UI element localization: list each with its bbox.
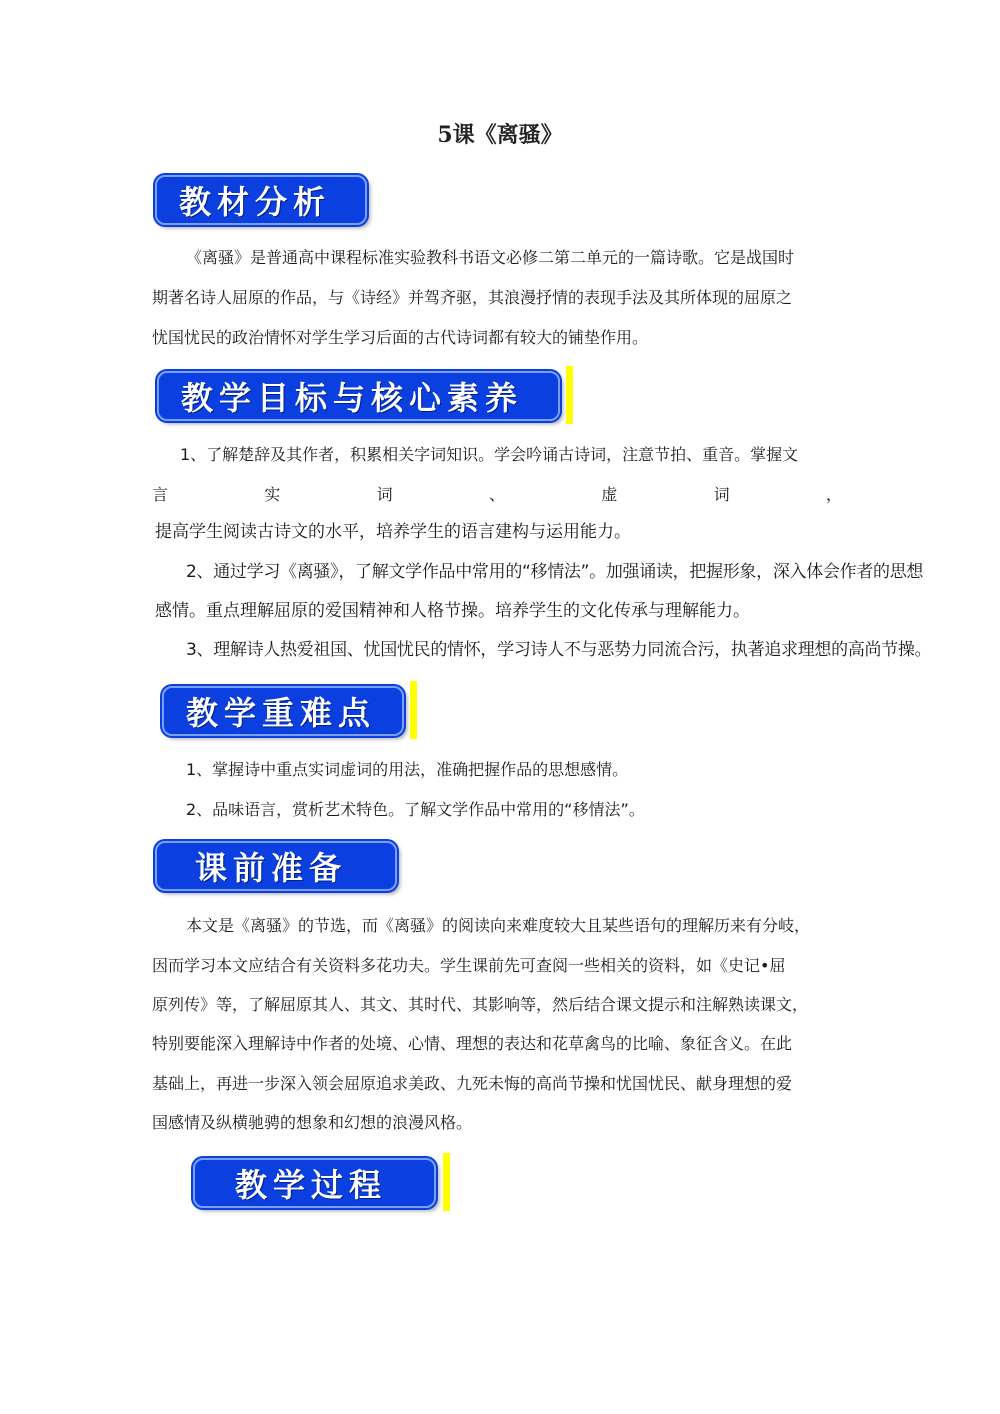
analysis-line-2: 期著名诗人屈原的作品，与《诗经》并驾齐驱，其浪漫抒情的表现手法及其所体现的屈原之 — [152, 288, 793, 307]
section-banner-preparation: 课前准备 — [155, 841, 397, 891]
goals-item1-line2 — [152, 475, 842, 514]
page-title: 5课《离骚》 — [437, 122, 563, 148]
keypoints-item2: 2、品味语言，赏析艺术特色。了解文学作品中常用的“移情法”。 — [186, 800, 645, 819]
preparation-line-2: 因而学习本文应结合有关资料多花功夫。学生课前先可查阅一些相关的资料，如《史记•屈 — [152, 956, 786, 975]
preparation-line-1: 本文是《离骚》的节选，而《离骚》的阅读向来难度较大且某些语句的理解历来有分岐， — [186, 916, 811, 935]
goals-item2-line2: 感情。重点理解屈原的爱国精神和人格节操。培养学生的文化传承与理解能力。 — [155, 601, 750, 621]
analysis-line-3: 忧国忧民的政治情怀对学生学习后面的古代诗词都有较大的铺垫作用。 — [152, 328, 649, 347]
spread-char: 虚 — [601, 485, 618, 504]
accent-bar-goals — [566, 366, 573, 424]
spread-char: 言 — [152, 485, 169, 504]
keypoints-item1: 1、掌握诗中重点实词虚词的用法，准确把握作品的思想感情。 — [186, 760, 629, 779]
preparation-line-5: 基础上，再进一步深入领会屈原追求美政、九死未悔的高尚节操和忧国忧民、献身理想的爱 — [152, 1074, 793, 1093]
preparation-line-3: 原列传》等，了解屈原其人、其文、其时代、其影响等，然后结合课文提示和注解熟读课文， — [152, 995, 809, 1014]
accent-bar-process — [443, 1153, 450, 1211]
spread-char: 、 — [488, 485, 505, 504]
analysis-line-1: 《离骚》是普通高中课程标准实验教科书语文必修二第二单元的一篇诗歌。它是战国时 — [186, 248, 795, 267]
accent-bar-keypoints — [410, 681, 417, 739]
goals-item1-line1: 1、了解楚辞及其作者，积累相关字词知识。学会吟诵古诗词，注意节拍、重音。掌握文 — [180, 445, 799, 464]
section-banner-process: 教学过程 — [193, 1158, 436, 1208]
spread-char: 词 — [376, 485, 393, 504]
section-banner-keypoints: 教学重难点 — [162, 686, 404, 736]
goals-item1-line3: 提高学生阅读古诗文的水平，培养学生的语言建构与运用能力。 — [155, 522, 631, 542]
spread-char: 词 — [713, 485, 730, 504]
preparation-line-4: 特别要能深入理解诗中作者的处境、心情、理想的表达和花草禽鸟的比喻、象征含义。在此 — [152, 1034, 793, 1053]
spread-char: 实 — [264, 485, 281, 504]
goals-item3: 3、理解诗人热爱祖国、忧国忧民的情怀，学习诗人不与恶势力同流合污，执著追求理想的高尚节操。 — [186, 640, 932, 660]
spread-char: ， — [825, 485, 842, 504]
section-banner-analysis: 教材分析 — [155, 175, 367, 225]
goals-item2-line1: 2、通过学习《离骚》，了解文学作品中常用的“移情法”。加强诵读，把握形象，深入体会作者的思想 — [186, 562, 924, 582]
section-banner-goals: 教学目标与核心素养 — [157, 371, 560, 421]
preparation-line-6: 国感情及纵横驰骋的想象和幻想的浪漫风格。 — [152, 1113, 473, 1132]
